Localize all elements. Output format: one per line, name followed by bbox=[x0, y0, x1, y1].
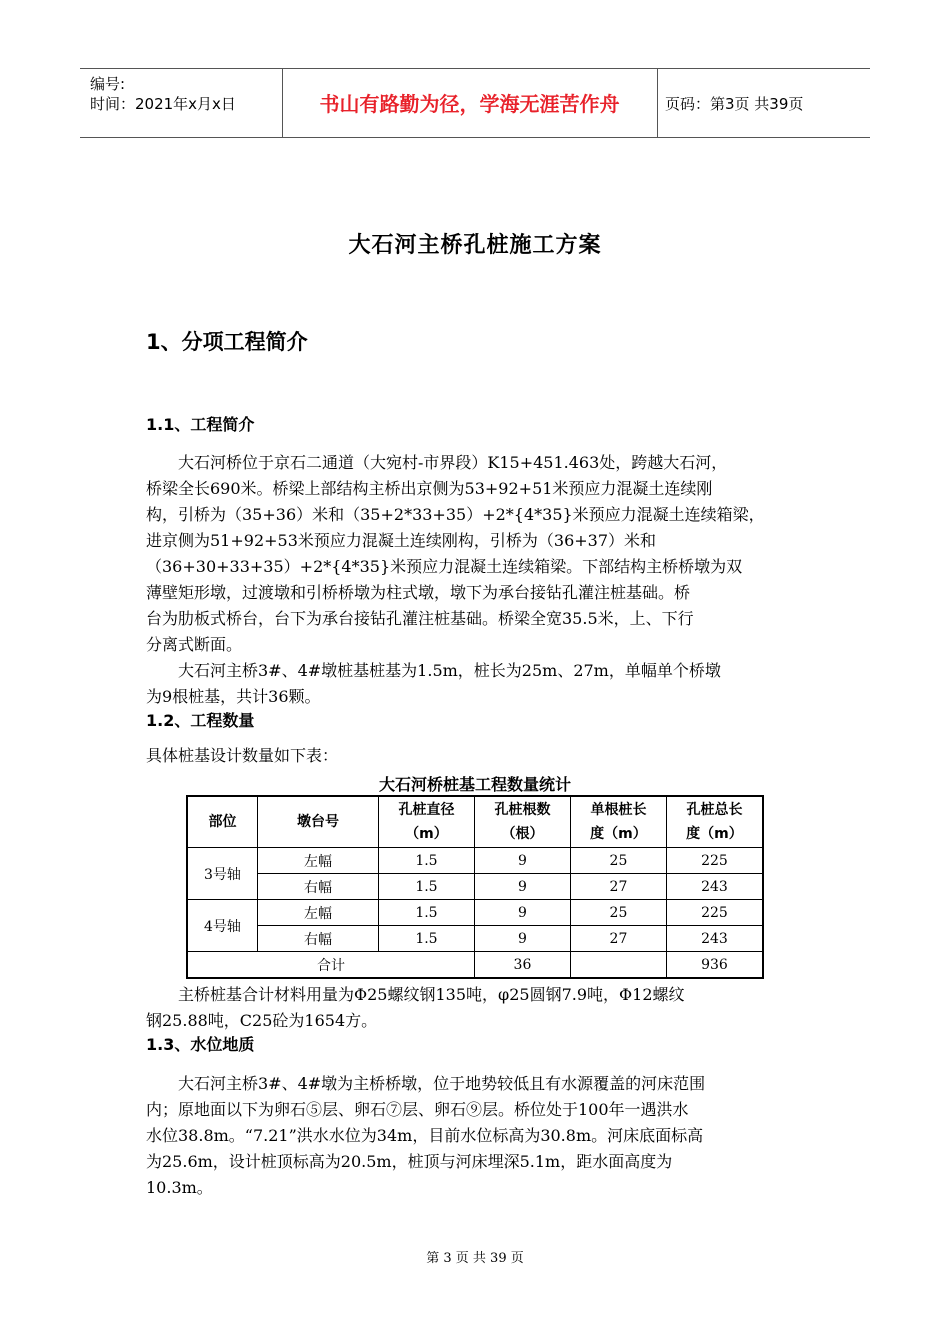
count-cell: 9 bbox=[474, 874, 570, 900]
page-footer: 第 3 页 共 39 页 bbox=[426, 1251, 524, 1266]
text-line: 大石河桥位于京石二通道（大宛村-市界段）K15+451.463处，跨越大石河， bbox=[146, 453, 728, 472]
header-cell: 墩台号 bbox=[257, 796, 378, 848]
section-heading-1-2: 1.2、工程数量 bbox=[146, 711, 255, 730]
table-row bbox=[187, 874, 763, 900]
text-line: 具体桩基设计数量如下表： bbox=[146, 746, 339, 765]
section-heading-1-1: 1.1、工程简介 bbox=[146, 415, 255, 434]
table-header-row bbox=[187, 796, 763, 848]
table-sum-row bbox=[187, 952, 763, 979]
paragraph-pile-summary bbox=[146, 658, 808, 710]
side-cell: 右幅 bbox=[257, 926, 378, 952]
text-line: 10.3m。 bbox=[146, 1178, 213, 1197]
header-cell: 部位 bbox=[187, 796, 257, 848]
table-title: 大石河桥桩基工程数量统计 bbox=[378, 775, 571, 794]
text-line: 内；原地面以下为卵石⑤层、卵石⑦层、卵石⑨层。桥位处于100年一遇洪水 bbox=[146, 1100, 689, 1119]
table-row bbox=[187, 900, 763, 926]
sum-total-cell: 936 bbox=[666, 952, 763, 979]
text-line: （36+30+33+35）+2*{4*35}米预应力混凝土连续箱梁。下部结构主桥桥墩为双 bbox=[146, 557, 743, 576]
length-cell: 27 bbox=[570, 874, 666, 900]
text-line: 进京侧为51+92+53米预应力混凝土连续刚构，引桥为（36+37）米和 bbox=[146, 531, 657, 550]
sum-label-cell: 合计 bbox=[187, 952, 474, 979]
text-line: 分离式断面。 bbox=[146, 635, 243, 654]
dia-cell: 1.5 bbox=[378, 926, 474, 952]
sum-count-cell: 36 bbox=[474, 952, 570, 979]
text-line: 大石河主桥3#、4#墩桩基桩基为1.5m，桩长为25m、27m，单幅单个桥墩 bbox=[146, 661, 721, 680]
dia-cell: 1.5 bbox=[378, 848, 474, 874]
header-page-info: 页码：第3页 共39页 bbox=[665, 95, 804, 113]
side-cell: 左幅 bbox=[257, 900, 378, 926]
header-cell: 孔桩根数 （根） bbox=[474, 796, 570, 848]
header-cell: 单根桩长 度（m） bbox=[570, 796, 666, 848]
total-cell: 243 bbox=[666, 926, 763, 952]
side-cell: 左幅 bbox=[257, 848, 378, 874]
length-cell: 25 bbox=[570, 848, 666, 874]
total-cell: 243 bbox=[666, 874, 763, 900]
table-intro bbox=[146, 743, 808, 769]
text-line: 大石河主桥3#、4#墩为主桥桥墩，位于地势较低且有水源覆盖的河床范围 bbox=[146, 1074, 706, 1093]
dia-cell: 1.5 bbox=[378, 874, 474, 900]
axis-cell: 3号轴 bbox=[187, 848, 257, 900]
paragraph-hydro-geology bbox=[146, 1071, 808, 1201]
side-cell: 右幅 bbox=[257, 874, 378, 900]
text-line: 为25.6m，设计桩顶标高为20.5m，桩顶与河床埋深5.1m，距水面高度为 bbox=[146, 1152, 673, 1171]
text-line: 钢25.88吨，C25砼为1654方。 bbox=[146, 1011, 378, 1030]
text-line: 主桥桩基合计材料用量为Φ25螺纹钢135吨，φ25圆钢7.9吨，Φ12螺纹 bbox=[146, 985, 685, 1004]
time-label: 时间：2021年x月x日 bbox=[90, 95, 236, 113]
section-heading-1: 1、分项工程简介 bbox=[146, 330, 308, 354]
header-motto: 书山有路勤为径，学海无涯苦作舟 bbox=[282, 69, 658, 137]
total-cell: 225 bbox=[666, 900, 763, 926]
header-meta-cell bbox=[80, 69, 283, 137]
text-line: 台为肋板式桥台，台下为承台接钻孔灌注桩基础。桥梁全宽35.5米，上、下行 bbox=[146, 609, 694, 628]
length-cell: 25 bbox=[570, 900, 666, 926]
header-cell: 孔桩总长 度（m） bbox=[666, 796, 763, 848]
count-cell: 9 bbox=[474, 848, 570, 874]
code-label: 编号: bbox=[90, 75, 126, 93]
header-cell: 孔桩直径 （m） bbox=[378, 796, 474, 848]
count-cell: 9 bbox=[474, 900, 570, 926]
length-cell: 27 bbox=[570, 926, 666, 952]
total-cell: 225 bbox=[666, 848, 763, 874]
table-row bbox=[187, 848, 763, 874]
page-header bbox=[80, 68, 870, 138]
pile-quantity-table bbox=[186, 795, 764, 979]
document-title: 大石河主桥孔桩施工方案 bbox=[348, 233, 602, 258]
empty-cell bbox=[570, 952, 666, 979]
text-line: 水位38.8m。“7.21”洪水水位为34m，目前水位标高为30.8m。河床底面标高 bbox=[146, 1126, 704, 1145]
section-heading-1-3: 1.3、水位地质 bbox=[146, 1035, 255, 1054]
table-row bbox=[187, 926, 763, 952]
text-line: 为9根桩基，共计36颗。 bbox=[146, 687, 321, 706]
axis-cell: 4号轴 bbox=[187, 900, 257, 952]
dia-cell: 1.5 bbox=[378, 900, 474, 926]
paragraph-materials bbox=[146, 982, 808, 1034]
text-line: 桥梁全长690米。桥梁上部结构主桥出京侧为53+92+51米预应力混凝土连续刚 bbox=[146, 479, 713, 498]
text-line: 薄壁矩形墩，过渡墩和引桥桥墩为柱式墩，墩下为承台接钻孔灌注桩基础。桥 bbox=[146, 583, 691, 602]
text-line: 构，引桥为（35+36）米和（35+2*33+35）+2*{4*35}米预应力混凝土连续箱梁， bbox=[146, 505, 765, 524]
count-cell: 9 bbox=[474, 926, 570, 952]
paragraph-project-intro bbox=[146, 450, 808, 658]
